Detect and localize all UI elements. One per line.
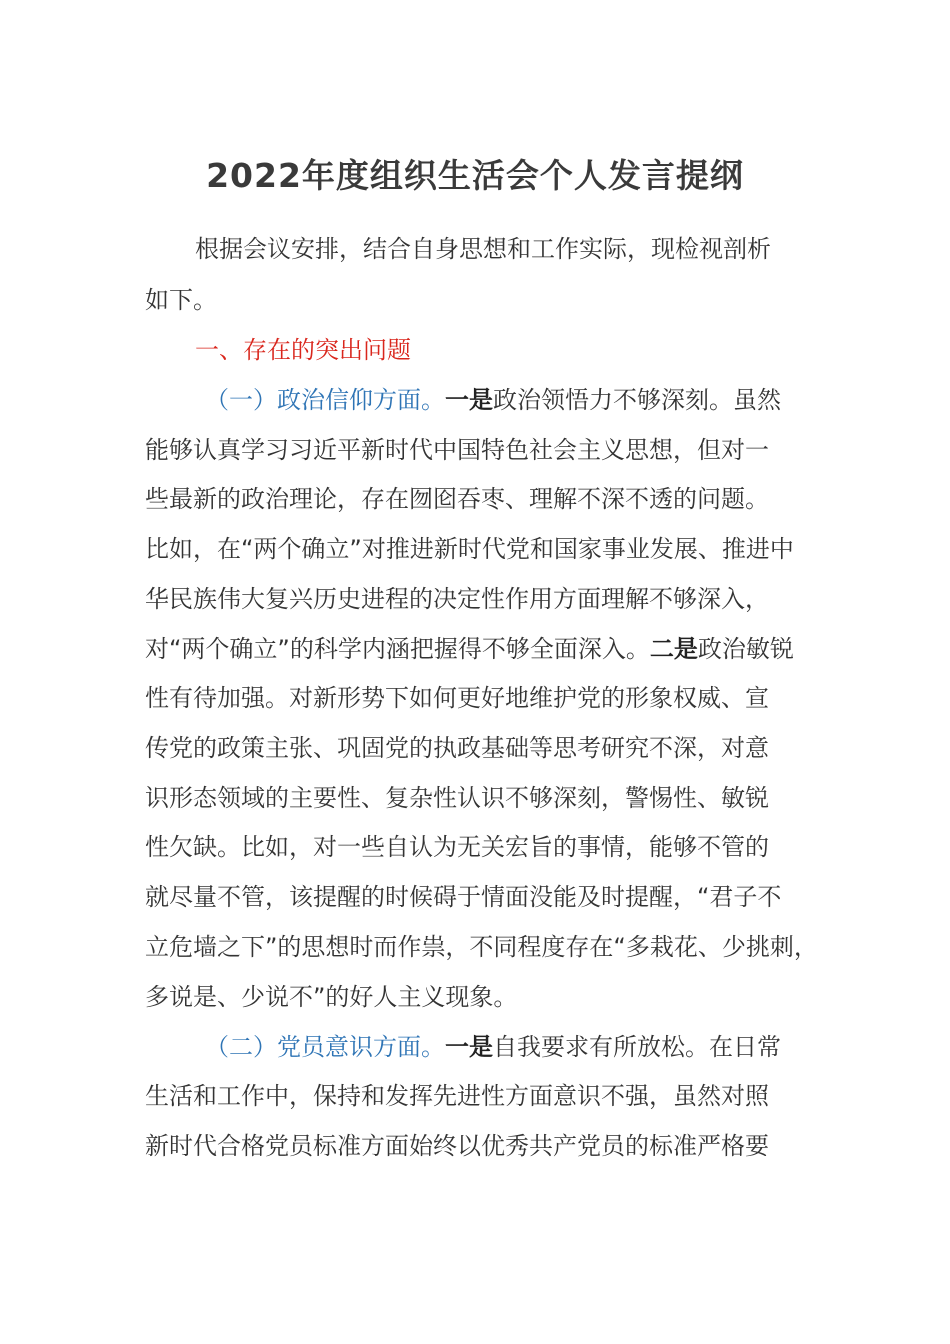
sub1-line-1 (205, 380, 781, 420)
sub1-line-8: 传党的政策主张、巩固党的执政基础等思考研究不深，对意 (145, 734, 769, 762)
sub1-heading: （一）政治信仰方面。 (205, 386, 445, 414)
sub1-line-6-post: 政治敏锐 (697, 635, 794, 663)
sub1-line-11: 就尽量不管，该提醒的时候碍于情面没能及时提醒，“君子不 (145, 883, 782, 911)
sub2-line-3: 新时代合格党员标准方面始终以优秀共产党员的标准严格要 (145, 1132, 769, 1160)
section-heading-1: 一、存在的突出问题 (195, 336, 411, 364)
sub1-line-6-pre: 对“两个确立”的科学内涵把握得不够全面深入。 (145, 635, 650, 663)
sub1-line-1-rest: 政治领悟力不够深刻。虽然 (493, 386, 781, 414)
sub1-line-4: 比如，在“两个确立”对推进新时代党和国家事业发展、推进中 (145, 535, 794, 563)
sub2-heading: （二）党员意识方面。 (205, 1033, 445, 1061)
sub1-line-6 (145, 629, 794, 669)
sub1-line-3: 些最新的政治理论，存在囫囵吞枣、理解不深不透的问题。 (145, 485, 769, 513)
intro-line-2: 如下。 (145, 286, 217, 314)
sub2-bold-a: 一是 (445, 1033, 493, 1061)
sub1-line-9: 识形态领域的主要性、复杂性认识不够深刻，警惕性、敏锐 (145, 784, 769, 812)
sub1-bold-b: 二是 (649, 635, 698, 663)
sub1-line-5: 华民族伟大复兴历史进程的决定性作用方面理解不够深入， (145, 585, 769, 613)
sub2-line-2: 生活和工作中，保持和发挥先进性方面意识不强，虽然对照 (145, 1082, 769, 1110)
sub2-line-1-rest: 自我要求有所放松。在日常 (493, 1033, 781, 1061)
document-title: 2022年度组织生活会个人发言提纲 (206, 156, 744, 195)
intro-line-1: 根据会议安排，结合自身思想和工作实际，现检视剖析 (195, 235, 771, 263)
sub1-bold-a: 一是 (445, 386, 493, 414)
sub1-line-2: 能够认真学习习近平新时代中国特色社会主义思想，但对一 (145, 436, 769, 464)
sub1-line-13: 多说是、少说不”的好人主义现象。 (145, 983, 518, 1011)
sub1-line-12: 立危墙之下”的思想时而作祟，不同程度存在“多栽花、少挑刺， (145, 933, 818, 961)
sub1-line-7: 性有待加强。对新形势下如何更好地维护党的形象权威、宣 (145, 684, 769, 712)
sub1-line-10: 性欠缺。比如，对一些自认为无关宏旨的事情，能够不管的 (145, 833, 769, 861)
sub2-line-1 (205, 1027, 781, 1067)
